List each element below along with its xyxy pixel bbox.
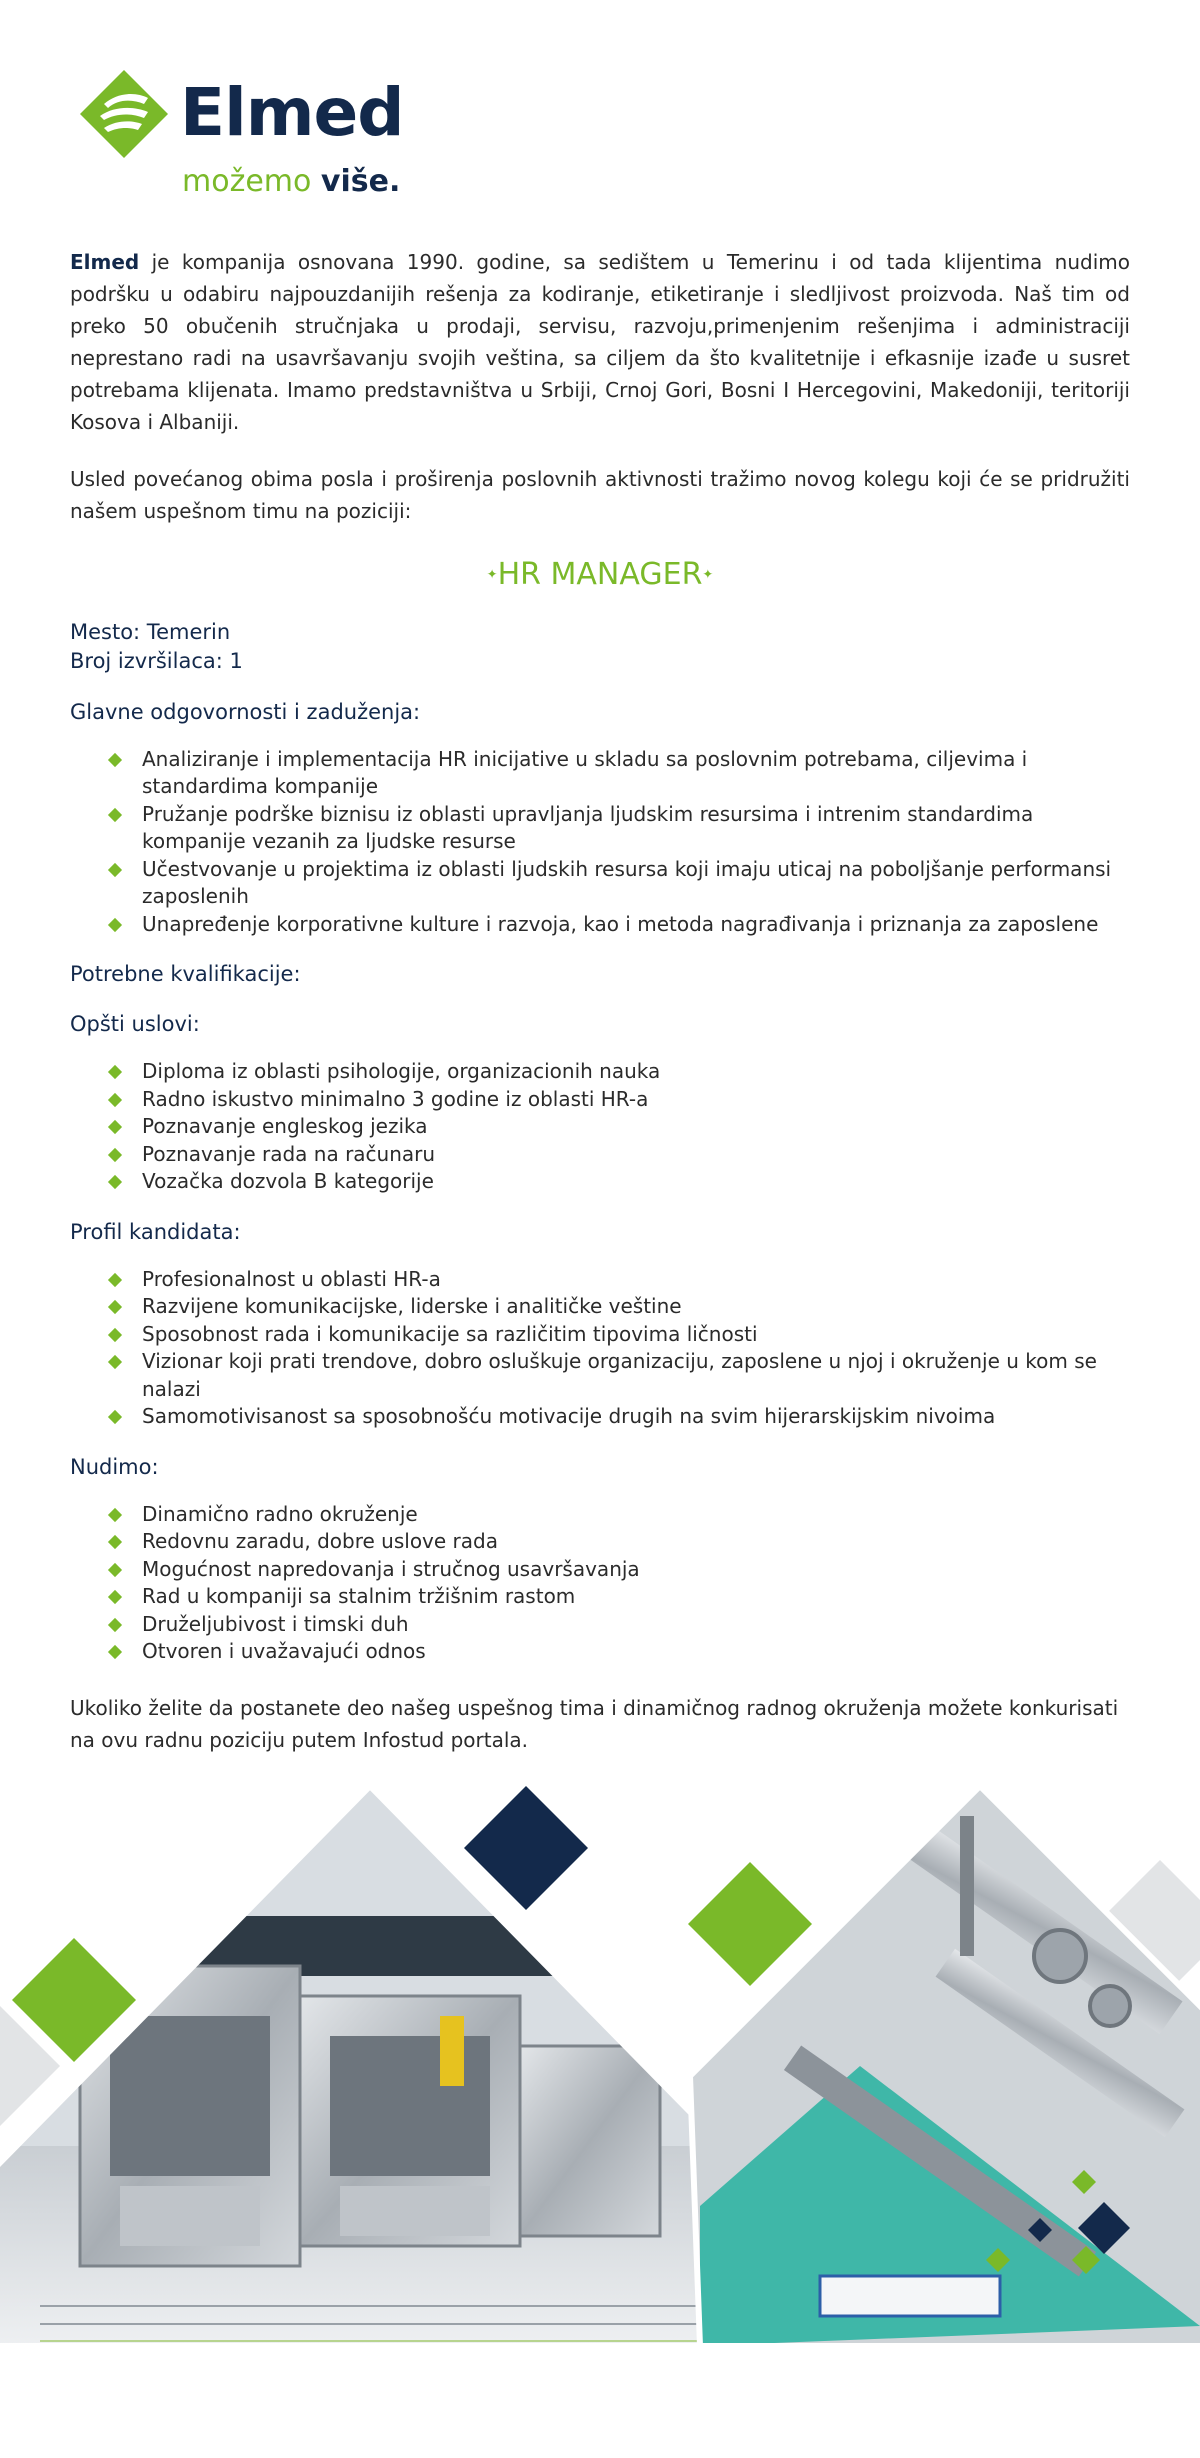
list-item-text: Učestvovanje u projektima iz oblasti ljudskih resursa koji imaju uticaj na poboljšanje performansi zaposlenih xyxy=(142,856,1112,908)
list-item-text: Poznavanje rada na računaru xyxy=(142,1141,436,1166)
list-item-text: Rad u kompaniji sa stalnim tržišnim rastom xyxy=(142,1584,576,1608)
list-item xyxy=(110,856,1130,911)
diamond-bullet-icon xyxy=(108,752,122,766)
offer-heading: Nudimo: xyxy=(70,1454,159,1479)
company-intro xyxy=(70,246,1130,438)
diamond-bullet-icon xyxy=(108,1092,122,1106)
responsibilities-list xyxy=(110,746,1130,939)
list-item xyxy=(110,1611,1130,1639)
tagline-bold: više. xyxy=(320,164,401,199)
job-title-text: HR MANAGER xyxy=(497,557,703,592)
general-conditions-list xyxy=(110,1058,1130,1196)
diamond-bullet-icon xyxy=(108,1147,122,1161)
closing-text: Ukoliko želite da postanete deo našeg uspešnog tima i dinamičnog radnog okruženja možete konkurisati na ovu radnu poziciju putem Infostud portala. xyxy=(70,1695,1119,1752)
list-item-text: Diploma iz oblasti psihologije, organizacionih nauka xyxy=(142,1059,661,1083)
list-item-text: Otvoren i uvažavajući odnos xyxy=(142,1639,426,1663)
diamond-bullet-icon xyxy=(108,1562,122,1576)
list-item xyxy=(110,1348,1130,1403)
list-item xyxy=(110,1113,1130,1141)
logo-brand-text: Elmed xyxy=(180,74,404,151)
general-conditions-heading: Opšti uslovi: xyxy=(70,1012,200,1036)
diamond-bullet-icon xyxy=(108,1327,122,1341)
diamond-bullet-icon xyxy=(108,917,122,931)
machines-banner-image xyxy=(0,1766,1200,2346)
list-item xyxy=(110,746,1130,801)
list-item-text: Samomotivisanost sa sposobnošću motivacije drugih na svim hijerarskijskim nivoima xyxy=(142,1404,996,1428)
sparkle-icon: ✦ xyxy=(702,567,714,583)
diamond-bullet-icon xyxy=(108,1175,122,1189)
list-item-text: Sposobnost rada i komunikacije sa različitim tipovima ličnosti xyxy=(142,1321,758,1346)
navy-diamond-shape xyxy=(464,1786,588,1910)
tagline-regular: možemo xyxy=(182,164,321,199)
responsibilities-heading: Glavne odgovornosti i zaduženja: xyxy=(70,699,421,724)
diamond-bullet-icon xyxy=(108,1535,122,1549)
diamond-bullet-icon xyxy=(108,1507,122,1521)
list-item xyxy=(110,801,1130,856)
list-item xyxy=(110,1528,1130,1556)
diamond-bullet-icon xyxy=(108,1617,122,1631)
list-item-text: Dinamično radno okruženje xyxy=(142,1501,418,1526)
candidate-profile-heading: Profil kandidata: xyxy=(70,1219,241,1244)
green-diamond-shape xyxy=(688,1862,812,1986)
list-item xyxy=(110,1058,1130,1086)
list-item xyxy=(110,1403,1130,1431)
diamond-bullet-icon xyxy=(108,1300,122,1314)
list-item-text: Vozačka dozvola B kategorije xyxy=(142,1169,434,1193)
positions-count: Broj izvršilaca: 1 xyxy=(70,648,243,673)
list-item-text: Druželjubivost i timski duh xyxy=(142,1611,409,1636)
intro-text: je kompanija osnovana 1990. godine, sa sedištem u Temerinu i od tada klijentima nudimo podršku u odabiru najpouzdanijih rešenja za kodiranje, etiketiranje i sledljivost proizvoda. Naš tim od preko 50 obučenih stručnjaka u prodaji, servisu, razvoju,primenjenim rešenjima i administraciji neprestano radi na usavršavanju svojih veština, sa ciljem da što kvalitetnije i efkasnije izađe u susret potrebama klijenata. Imamo predstavništva u Srbiji, Crnoj Gori, Bosni I Hercegovini, Makedoniji, teritoriji Kosova i Albaniji. xyxy=(70,250,1130,434)
sparkle-icon: ✦ xyxy=(486,567,498,583)
list-item xyxy=(110,1556,1130,1584)
diamond-bullet-icon xyxy=(108,1065,122,1079)
list-item xyxy=(110,1638,1130,1666)
job-ad-content xyxy=(70,246,1130,1756)
offer-list xyxy=(110,1501,1130,1666)
list-item xyxy=(110,1321,1130,1349)
candidate-profile-list xyxy=(110,1266,1130,1431)
logo-tagline xyxy=(182,164,400,199)
job-title xyxy=(70,555,1130,596)
list-item xyxy=(110,1583,1130,1611)
qualifications-heading: Potrebne kvalifikacije: xyxy=(70,962,301,986)
list-item-text: Vizionar koji prati trendove, dobro osluškuje organizaciju, zaposlene u njoj i okruženje u kom se nalazi xyxy=(142,1349,1097,1401)
diamond-bullet-icon xyxy=(108,1355,122,1369)
list-item xyxy=(110,1266,1130,1294)
location: Mesto: Temerin xyxy=(70,619,231,644)
elmed-logo xyxy=(78,68,408,208)
list-item-text: Unapređenje korporativne kulture i razvoja, kao i metoda nagrađivanja i priznanja za zaposlene xyxy=(142,911,1099,936)
list-item-text: Redovnu zaradu, dobre uslove rada xyxy=(142,1529,498,1553)
list-item xyxy=(110,1086,1130,1114)
diamond-bullet-icon xyxy=(108,807,122,821)
list-item xyxy=(110,1168,1130,1196)
diamond-bullet-icon xyxy=(108,1590,122,1604)
list-item-text: Radno iskustvo minimalno 3 godine iz oblasti HR-a xyxy=(142,1086,649,1111)
diamond-bullet-icon xyxy=(108,862,122,876)
position-intro: Usled povećanog obima posla i proširenja poslovnih aktivnosti tražimo novog kolegu koji će se pridružiti našem uspešnom timu na poziciji: xyxy=(70,467,1130,523)
diamond-bullet-icon xyxy=(108,1645,122,1659)
list-item-text: Analiziranje i implementacija HR inicijative u skladu sa poslovnim potrebama, ciljevima i standardima kompanije xyxy=(142,746,1028,798)
elmed-logo-icon xyxy=(78,68,170,160)
intro-brand-word: Elmed xyxy=(70,250,140,274)
list-item-text: Pružanje podrške biznisu iz oblasti upravljanja ljudskim resursima i intrenim standardima kompanije vezanih za ljudske resurse xyxy=(142,801,1034,853)
list-item xyxy=(110,1141,1130,1169)
list-item-text: Razvijene komunikacijske, liderske i analitičke veštine xyxy=(142,1294,682,1318)
list-item xyxy=(110,911,1130,939)
diamond-bullet-icon xyxy=(108,1410,122,1424)
list-item xyxy=(110,1501,1130,1529)
list-item-text: Mogućnost napredovanja i stručnog usavršavanja xyxy=(142,1556,640,1581)
diamond-bullet-icon xyxy=(108,1120,122,1134)
diamond-bullet-icon xyxy=(108,1272,122,1286)
list-item-text: Poznavanje engleskog jezika xyxy=(142,1114,428,1138)
list-item xyxy=(110,1293,1130,1321)
list-item-text: Profesionalnost u oblasti HR-a xyxy=(142,1266,441,1291)
